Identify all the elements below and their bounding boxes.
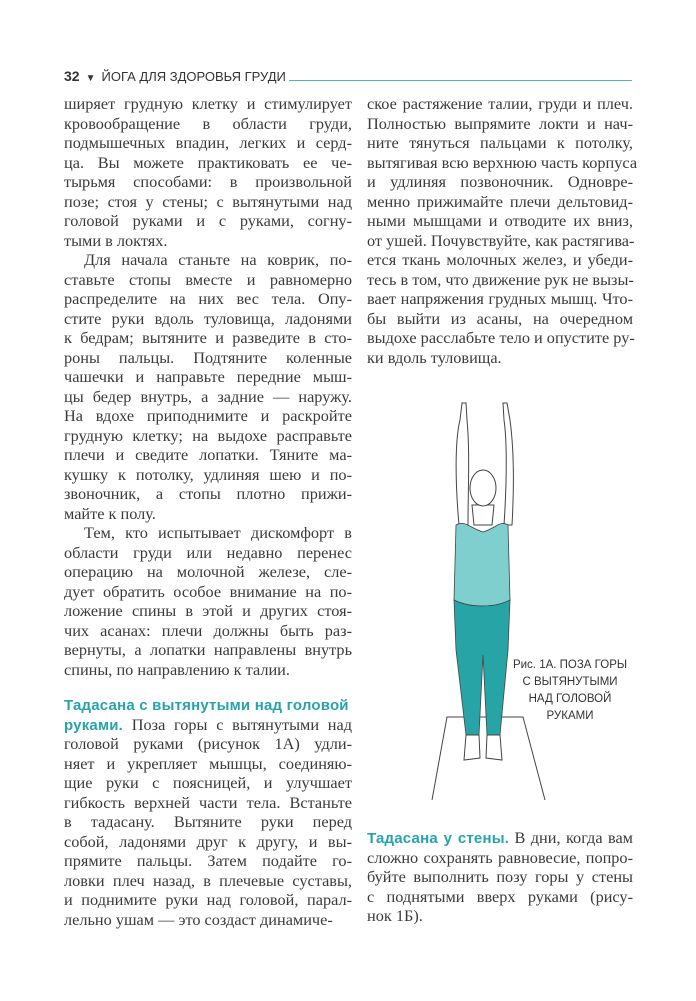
caption-line: РУКАМИ [546, 710, 594, 722]
paragraph [367, 828, 633, 926]
text-line: грудную клетку; на выдохе расправьте [64, 425, 352, 445]
paragraph [64, 695, 352, 929]
text-line: распределите на них вес тела. Опу- [64, 289, 352, 308]
text-line: ните тянуться пальцами к потолку, [367, 133, 633, 152]
text-line: головой руками (рисунок 1А) удли- [64, 734, 352, 753]
text-line: роны пальцы. Подтяните коленные [64, 347, 352, 367]
feet [464, 735, 502, 760]
text-line: и поднимите руки над головой, парал- [64, 890, 352, 909]
text-line: сложно сохранять равновесие, попро- [367, 847, 633, 867]
section-heading: руками. [64, 716, 124, 734]
text-line: дует обратить особое внимание на по- [64, 581, 352, 601]
text-line: Для начала станьте на коврик, по- [84, 250, 352, 269]
text-line: выдохе расслабьте тело и опустите ру- [367, 328, 635, 347]
paragraph [367, 94, 638, 367]
caption-line: С ВЫТЯНУТЫМИ [522, 676, 618, 688]
neck [472, 505, 494, 525]
text-line: гибкость верхней части тела. Встаньте [64, 792, 352, 812]
text-line: нок 1Б). [367, 906, 423, 925]
text-line: майте к полу. [64, 503, 156, 523]
text-line: с поднятыми вверх руками (рису- [367, 886, 633, 906]
text-line: ловки плеч назад, в плечевые суставы, [64, 870, 352, 890]
text-line: щие руки с поясницей, и улучшает [64, 773, 352, 792]
text-line: Полностью выпрямите локти и нач- [367, 113, 633, 133]
text-line [64, 695, 352, 715]
body-text: В дни, когда вам [509, 828, 633, 847]
text-line: ными мышцами и отводите их вниз, [367, 211, 633, 230]
text-line: ское растяжение талии, груди и плеч. [367, 94, 633, 113]
text-line: в тадасану. Вытяните руки перед [64, 812, 352, 831]
text-line: Тем, кто испытывает дискомфорт в [84, 523, 352, 542]
text-line: ца. Вы можете практиковать ее че- [64, 152, 352, 172]
text-line: чашечки и направьте передние мыш- [64, 367, 352, 386]
right-column [367, 94, 638, 367]
paragraph [64, 250, 352, 523]
text-line [367, 828, 633, 848]
text-line: ложение спины в этой и других стоя- [64, 601, 352, 620]
running-header [64, 66, 632, 84]
paragraph [64, 94, 352, 250]
text-line: звоночник, а стопы плотно прижи- [64, 484, 352, 503]
text-line: ки вдоль туловища. [367, 347, 502, 367]
text-line: и удлиняя позвоночник. Одновре- [367, 172, 633, 191]
text-line: позе; стоя у стены; с вытянутыми над [64, 191, 352, 211]
text-line: операцию на молочной железе, сле- [64, 562, 352, 581]
text-line: собой, ладонями друг к другу, и вы- [64, 831, 352, 851]
text-line: от ушей. Почувствуйте, как растягива- [367, 230, 635, 250]
text-line: подмышечных впадин, легких и серд- [64, 133, 352, 152]
text-line: менно прижимайте плечи дельтовид- [367, 191, 633, 211]
text-line: тырьмя способами: в произвольной [64, 172, 352, 191]
text-line: ширяет грудную клетку и стимулирует [64, 94, 352, 113]
text-line: вает напряжения грудных мышц. Что- [367, 289, 633, 308]
text-line: бы выйти из асаны, на очередном [367, 308, 633, 328]
text-line: ставьте стопы вместе и равномерно [64, 269, 352, 289]
text-line: лельно ушам — это создаст динамиче- [64, 909, 333, 929]
text-line: стите руки вдоль туловища, ладонями [64, 308, 352, 328]
text-line: прямите пальцы. Затем подайте го- [64, 851, 352, 870]
text-line: области груди или недавно перенес [64, 542, 352, 562]
left-column [64, 94, 352, 929]
shirt [454, 523, 510, 606]
text-line: тесь в том, что движение рук не вызы- [367, 269, 634, 289]
text-line: чих асанах: плечи должны быть раз- [64, 620, 352, 640]
right-column-bottom [367, 828, 633, 926]
section-heading: Тадасана у стены. [367, 830, 510, 847]
text-line: вернуты, а лопатки направлены внутрь [64, 640, 352, 659]
text-line: няет и укрепляет мышцы, соединяю- [64, 753, 352, 773]
paragraph [64, 523, 352, 679]
text-line: ется ткань молочных желез, и убеди- [367, 250, 633, 269]
text-line: буйте выполнить позу горы у стены [367, 867, 633, 886]
text-line: тыми в локтях. [64, 230, 168, 250]
header-rule [289, 80, 632, 81]
caption-line: Рис. 1А. ПОЗА ГОРЫ [512, 659, 628, 671]
text-line: плечи и сведите лопатки. Тяните ма- [64, 445, 352, 464]
text-line: спины, по направлению к талии. [64, 659, 290, 679]
section-heading: Тадасана с вытянутыми над головой [64, 697, 349, 714]
text-line [64, 715, 352, 735]
text-line: цы бедер внутрь, а задние — наружу. [64, 386, 352, 406]
text-line: На вдохе приподнимите и раскройте [64, 406, 352, 425]
body-text: Поза горы с вытянутыми над [123, 714, 352, 734]
text-line: вытягивая всю верхнюю часть корпуса [367, 152, 638, 172]
triangle-marker-icon: ▼ [85, 73, 96, 84]
text-line: головой руками и с руками, согну- [64, 211, 352, 230]
figure-caption [500, 657, 640, 725]
page-number: 32 [64, 68, 80, 84]
head [470, 470, 496, 506]
running-title: ЙОГА ДЛЯ ЗДОРОВЬЯ ГРУДИ [101, 69, 286, 84]
caption-line: НАД ГОЛОВОЙ [528, 693, 612, 705]
yoga-figure-illustration [420, 395, 560, 805]
text-line: к бедрам; вытяните и разведите в сто- [64, 328, 352, 347]
text-line: кровообращение в области груди, [64, 113, 352, 133]
paragraph-gap [64, 679, 352, 695]
text-line: кушку к потолку, удлиняя шею и по- [64, 464, 352, 484]
